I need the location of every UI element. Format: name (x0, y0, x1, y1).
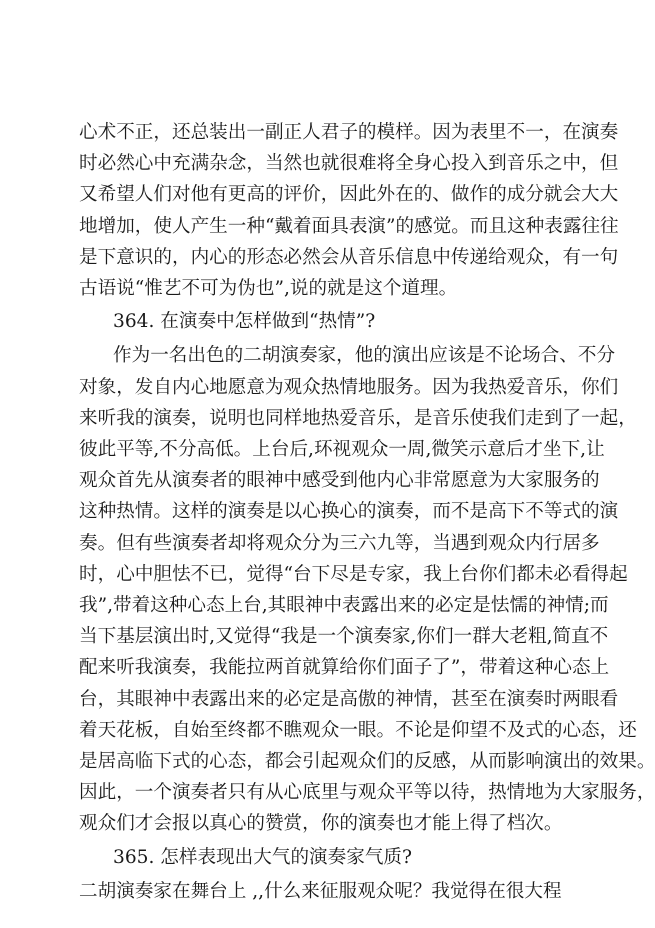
text-line: 是居高临下式的心态，都会引起观众们的反感，从而影响演出的效果。 (79, 751, 655, 772)
text-line: 我”,带着这种心态上台,其眼神中表露出来的必定是怯懦的神情;而 (79, 595, 609, 616)
section-heading: 364. 在演奏中怎样做到“热情”? (113, 311, 376, 333)
text-line: 当下基层演出时,又觉得“我是一个演奏家,你们一群大老粗,简直不 (79, 626, 609, 648)
text-line: 地增加，使人产生一种“戴着面具表演”的感觉。而且这种表露往往 (79, 215, 619, 237)
text-line: 是下意识的，内心的形态必然会从音乐信息中传递给观众，有一句 (79, 246, 619, 268)
text-line: 古语说“惟艺不可为伪也”,说的就是这个道理。 (79, 278, 458, 299)
text-line: 因此，一个演奏者只有从心底里与观众平等以待，热情地为大家服务， (79, 782, 655, 804)
text-line: 二胡演奏家在舞台上 ,,什么来征服观众呢？我觉得在很大程 (79, 880, 562, 902)
text-line: 来听我的演奏，说明也同样地热爱音乐，是音乐使我们走到了一起， (79, 407, 637, 429)
text-line: 心术不正，还总装出一副正人君子的模样。因为表里不一，在演奏 (79, 122, 619, 143)
text-line: 时必然心中充满杂念，当然也就很难将全身心投入到音乐之中，但 (79, 153, 619, 175)
text-line: 这种热情。这样的演奏是以心换心的演奏，而不是高下不等式的演 (79, 501, 619, 523)
text-line: 时，心中胆怯不已，觉得“台下尽是专家，我上台你们都未必看得起 (79, 563, 628, 585)
text-line: 对象，发自内心地愿意为观众热情地服务。因为我热爱音乐，你们 (79, 376, 619, 398)
text-line: 又希望人们对他有更高的评价，因此外在的、做作的成分就会大大 (79, 184, 619, 206)
text-line: 奏。但有些演奏者却将观众分为三六九等，当遇到观众内行居多 (79, 532, 600, 554)
text-line: 彼此平等,不分高低。上台后,环视观众一周,微笑示意后才坐下,让 (79, 439, 605, 460)
text-line: 着天花板，自始至终都不瞧观众一眼。不论是仰望不及式的心态，还 (79, 719, 637, 741)
text-line: 观众首先从演奏者的眼神中感受到他内心非常愿意为大家服务的 (79, 470, 600, 492)
text-line: 配来听我演奏，我能拉两首就算给你们面子了”，带着这种心态上 (79, 657, 610, 679)
text-line: 台，其眼神中表露出来的必定是高傲的神情，甚至在演奏时两眼看 (79, 688, 619, 710)
text-line: 作为一名出色的二胡演奏家，他的演出应该是不论场合、不分 (113, 345, 616, 367)
section-heading: 365. 怎样表现出大气的演奏家气质? (113, 846, 412, 868)
text-line: 观众们才会报以真心的赞赏，你的演奏也才能上得了档次。 (79, 813, 563, 835)
